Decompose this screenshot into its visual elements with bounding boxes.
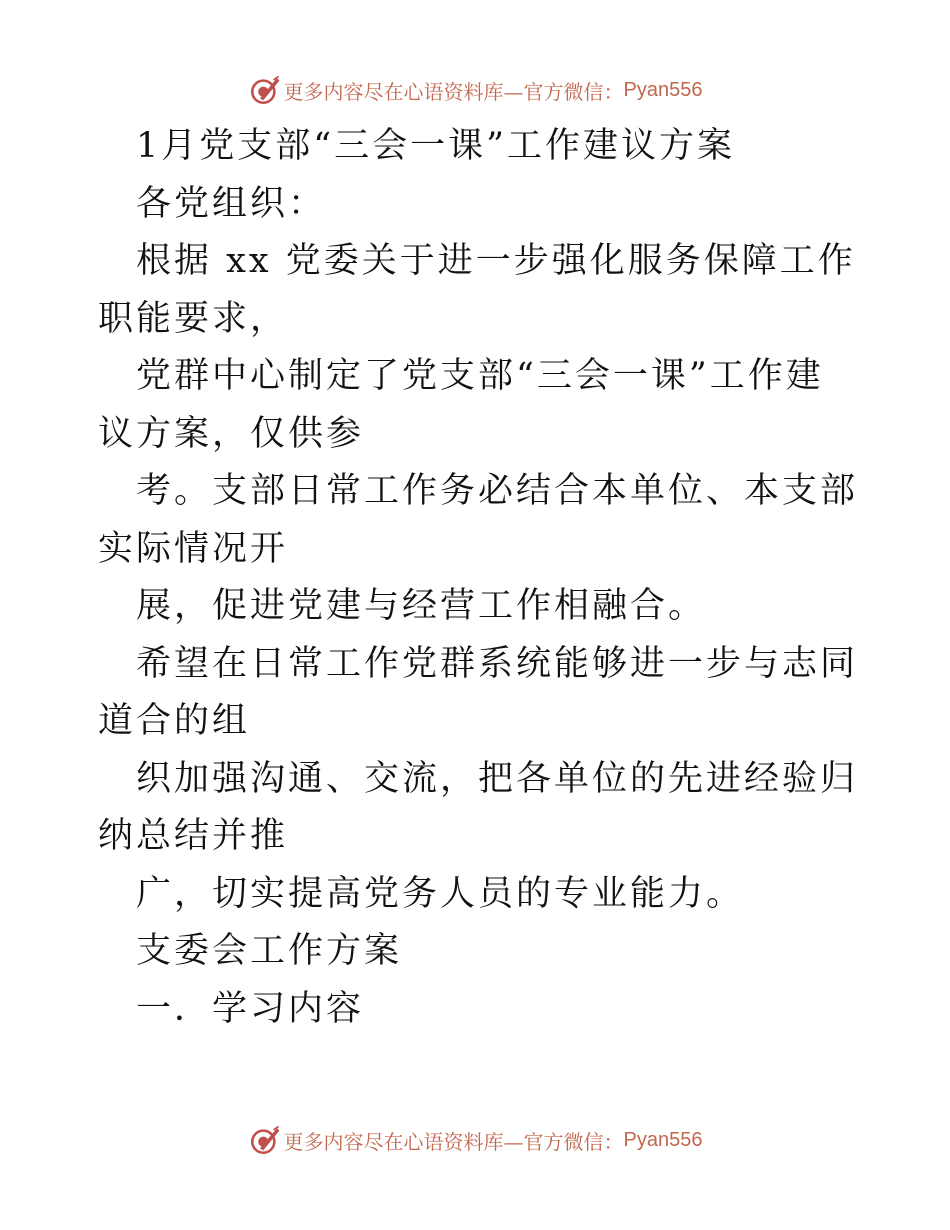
section-heading: 支委会工作方案 bbox=[136, 931, 403, 971]
watermark-header bbox=[0, 70, 950, 110]
paragraph-line: 根据 xx 党委关于进一步强化服务保障工作职能要求， bbox=[98, 241, 856, 339]
watermark-handle: Pyan556 bbox=[623, 1128, 703, 1151]
salutation: 各党组织： bbox=[136, 183, 327, 224]
paragraph-line: 考。支部日常工作务必结合本单位、本支部实际情况开 bbox=[98, 471, 859, 569]
document-title: 1月党支部“三会一课”工作建议方案 bbox=[136, 126, 736, 166]
paragraph-line: 广，切实提高党务人员的专业能力。 bbox=[136, 873, 745, 914]
subsection-heading: 一．学习内容 bbox=[136, 988, 365, 1029]
quill-logo-icon bbox=[248, 1123, 282, 1157]
watermark-text: 更多内容尽在心语资料库—官方微信： bbox=[283, 79, 624, 104]
paragraph-line: 织加强沟通、交流，把各单位的先进经验归纳总结并推 bbox=[98, 758, 859, 856]
watermark-text: 更多内容尽在心语资料库—官方微信： bbox=[283, 1129, 624, 1154]
paragraph-line: 党群中心制定了党支部“三会一课”工作建议方案，仅供参 bbox=[98, 356, 824, 454]
quill-logo-icon bbox=[248, 73, 282, 107]
document-body bbox=[98, 118, 858, 1038]
watermark-handle: Pyan556 bbox=[623, 78, 703, 101]
paragraph-line: 展，促进党建与经营工作相融合。 bbox=[136, 586, 707, 626]
paragraph-line: 希望在日常工作党群系统能够进一步与志同道合的组 bbox=[98, 643, 859, 741]
watermark-footer bbox=[0, 1120, 950, 1160]
